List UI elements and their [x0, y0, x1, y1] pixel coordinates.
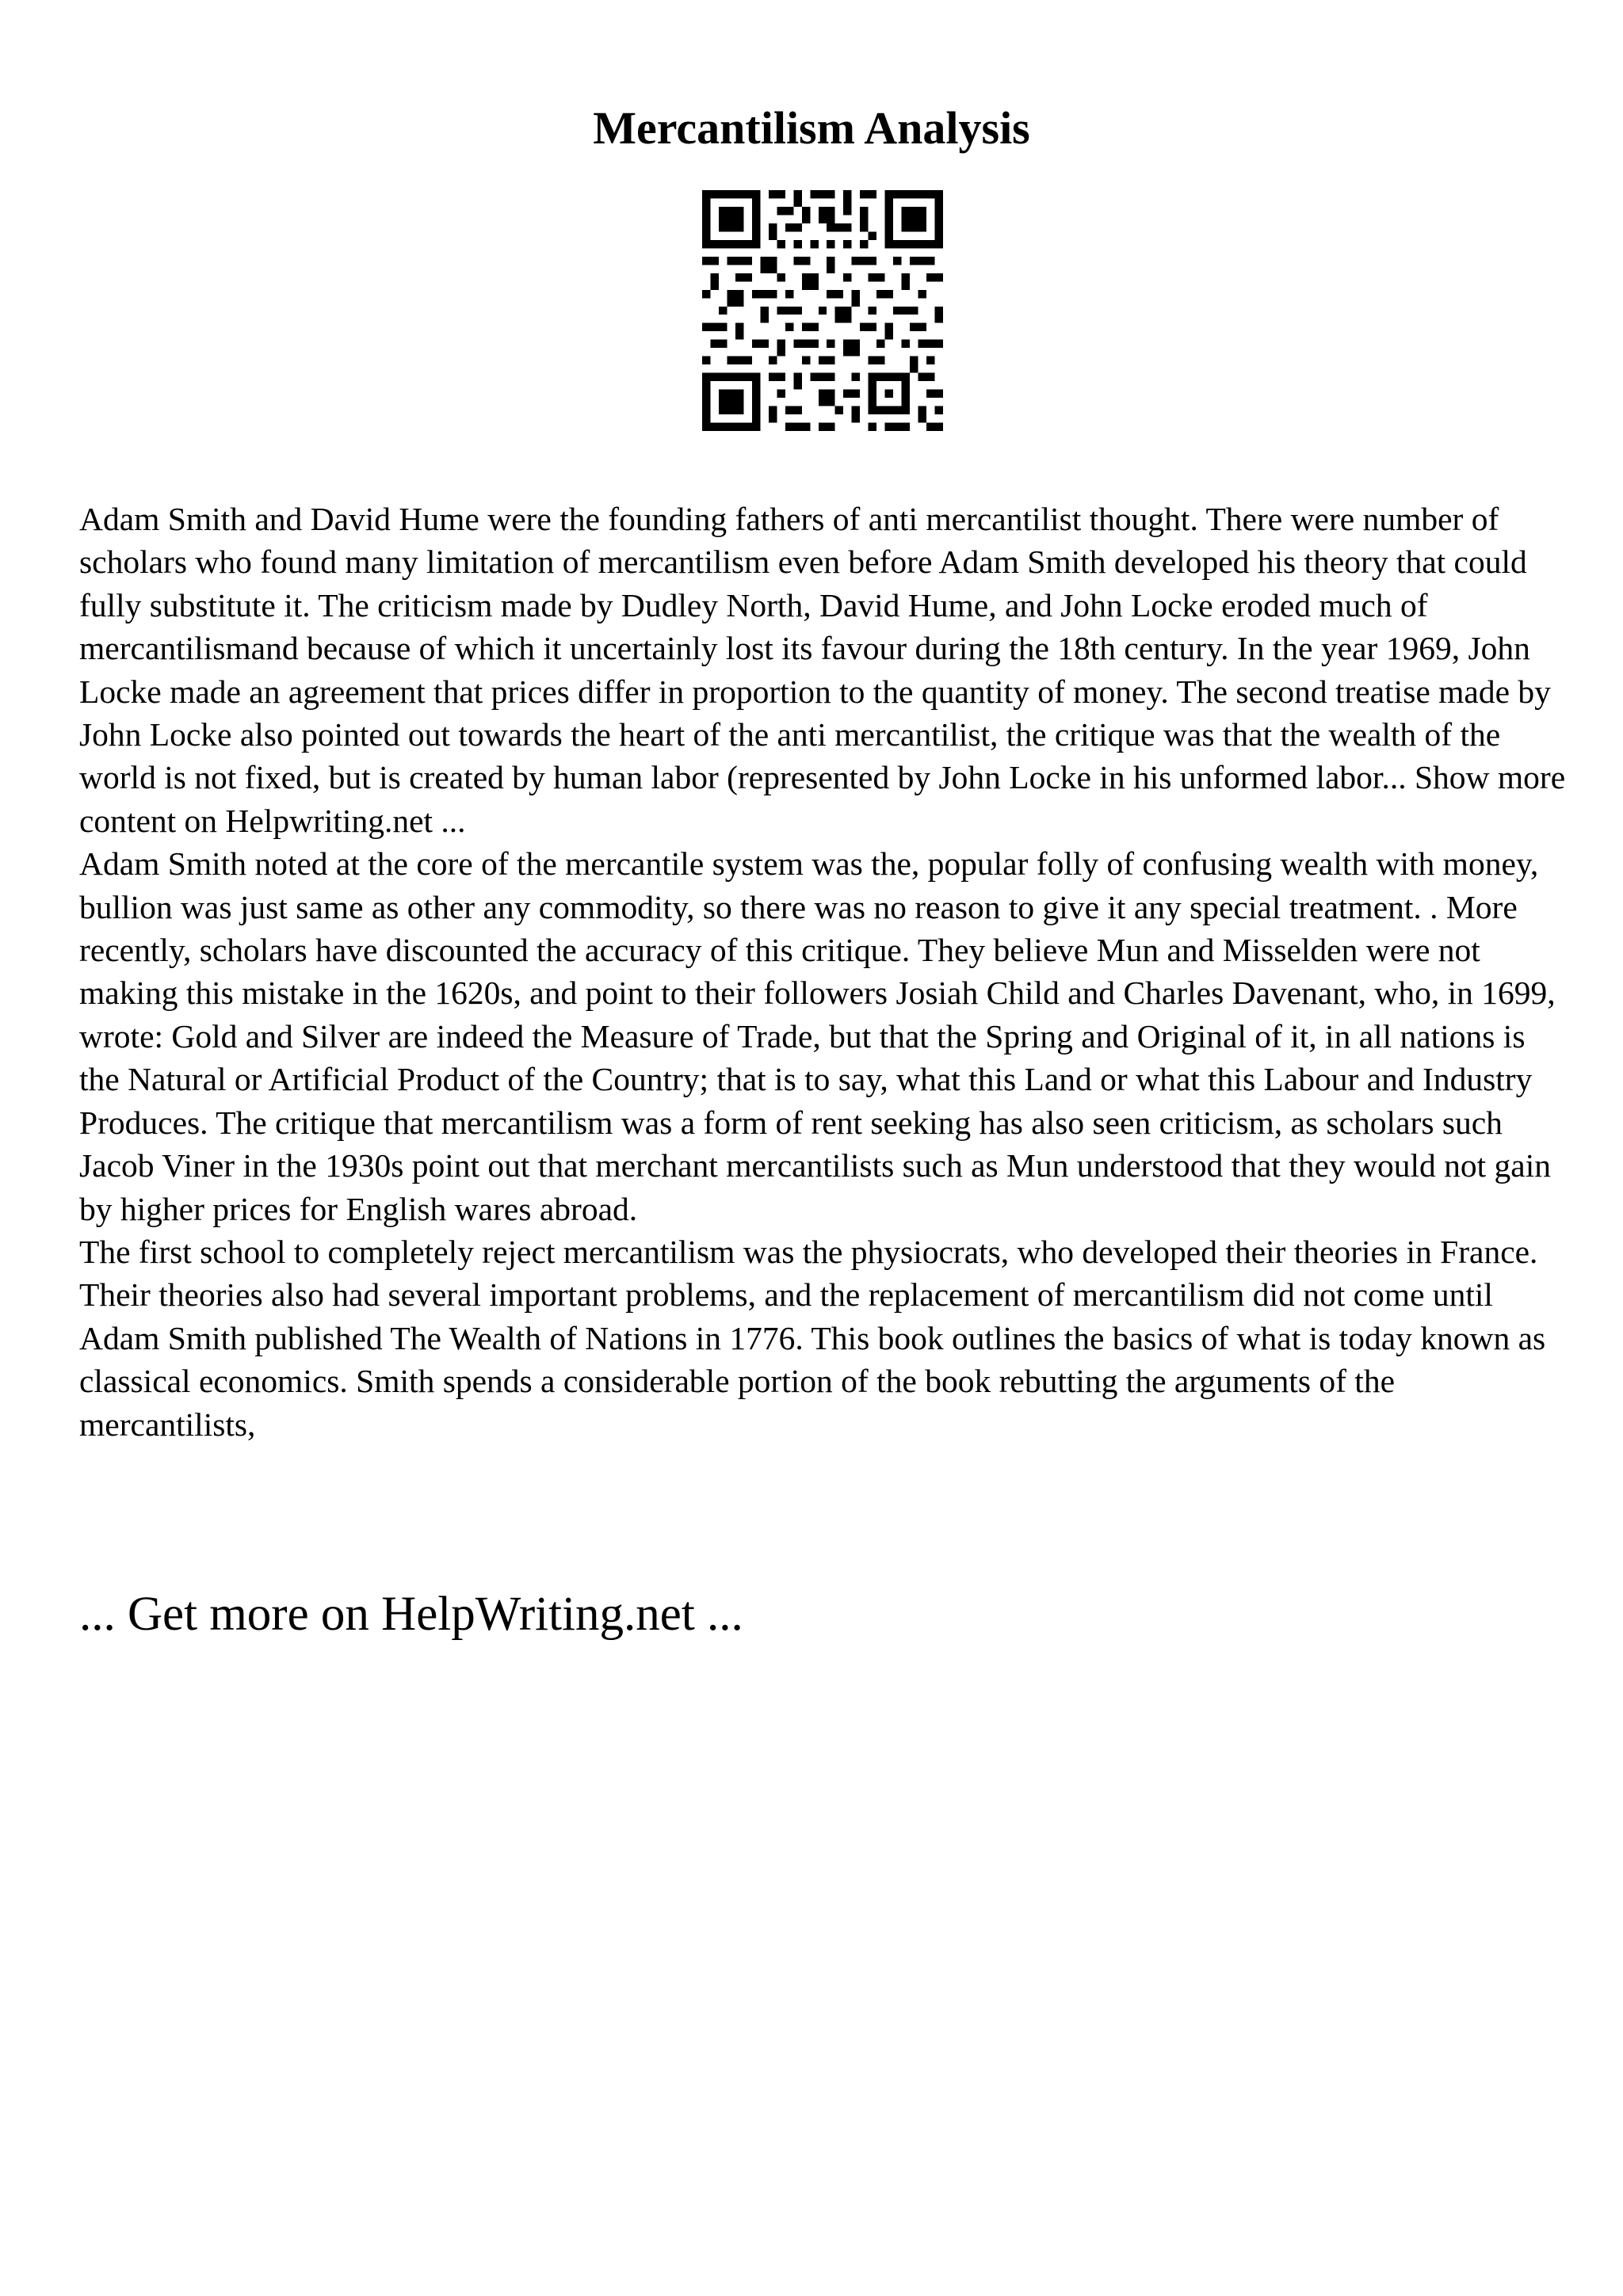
page-title: Mercantilism Analysis: [593, 102, 1030, 154]
get-more-link[interactable]: ... Get more on HelpWriting.net ...: [79, 1588, 743, 1641]
paragraph-3: The first school to completely reject mercantilism was the physiocrats, who developed their theories in France. Their theories also had several important problems, and the replacement of mercantilism did not come until Adam Smith published The Wealth of Nations in 1776. This book outlines the basics of what is today known as classical economics. Smith spends a considerable portion of the book rebutting the arguments of the mercantilists,: [79, 1233, 1546, 1443]
article-body: [79, 498, 1569, 1446]
paragraph-2: Adam Smith noted at the core of the mercantile system was the, popular folly of confusing wealth with money, bullion was just same as other any commodity, so there was no reason to give it any special treatment. . More recently, scholars have discounted the accuracy of this critique. They believe Mun and Misselden were not making this mistake in the 1620s, and point to their followers Josiah Child and Charles Davenant, who, in 1699, wrote: Gold and Silver are indeed the Measure of Trade, but that the Spring and Original of it, in all nations is the Natural or Artificial Product of the Country; that is to say, what this Land or what this Labour and Industry Produces. The critique that mercantilism was a form of rent seeking has also seen criticism, as scholars such Jacob Viner in the 1930s point out that merchant mercantilists such as Mun understood that they would not gain by higher prices for English wares abroad.: [79, 845, 1556, 1227]
qr-code-icon: [702, 190, 943, 431]
paragraph-1: Adam Smith and David Hume were the founding fathers of anti mercantilist thought. There were number of scholars who found many limitation of mercantilism even before Adam Smith developed his theory that could fully substitute it. The criticism made by Dudley North, David Hume, and John Locke eroded much of mercantilismand because of which it uncertainly lost its favour during the 18th century. In the year 1969, John Locke made an agreement that prices differ in proportion to the quantity of money. The second treatise made by John Locke also pointed out towards the heart of the anti mercantilist, the critique was that the wealth of the world is not fixed, but is created by human labor (represented by John Locke in his unformed labor... Show more content on Helpwriting.net ...: [79, 501, 1566, 839]
